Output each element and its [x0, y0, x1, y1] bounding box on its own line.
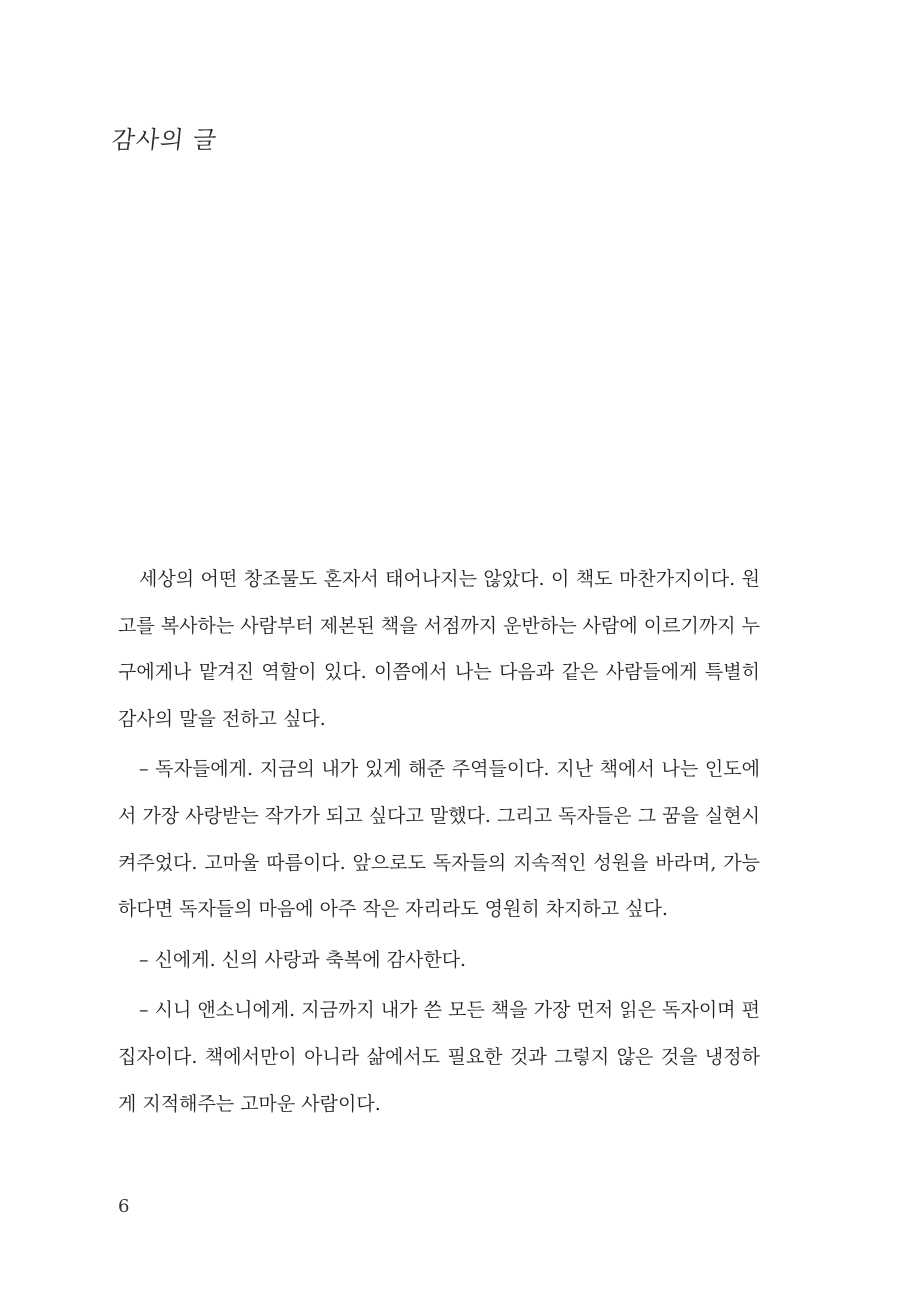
page-number: 6	[118, 1196, 130, 1217]
paragraph-intro: 세상의 어떤 창조물도 혼자서 태어나지는 않았다. 이 책도 마찬가지이다. 원고를 복사하는 사람부터 제본된 책을 서점까지 운반하는 사람에 이르기까지 누구에게나 맡겨진 역할이 있다. 이쯤에서 나는 다음과 같은 사람들에게 특별히 감사의 말을 전하고 싶다.	[118, 568, 760, 730]
paragraph-god: – 신에게. 신의 사랑과 축복에 감사한다.	[139, 948, 467, 971]
page-heading: 감사의 글	[110, 126, 219, 154]
body-text	[118, 556, 760, 1131]
paragraph-shini-anthony: – 시니 앤소니에게. 지금까지 내가 쓴 모든 책을 가장 먼저 읽은 독자이며 편집자이다. 책에서만이 아니라 삶에서도 필요한 것과 그렇지 않은 것을 냉정하게 지적해주는 고마운 사람이다.	[118, 999, 760, 1115]
paragraph-readers: – 독자들에게. 지금의 내가 있게 해준 주역들이다. 지난 책에서 나는 인도에서 가장 사랑받는 작가가 되고 싶다고 말했다. 그리고 독자들은 그 꿈을 실현시켜주었다. 고마울 따름이다. 앞으로도 독자들의 지속적인 성원을 바라며, 가능하다면 독자들의 마음에 아주 작은 자리라도 영원히 차지하고 싶다.	[118, 758, 760, 921]
